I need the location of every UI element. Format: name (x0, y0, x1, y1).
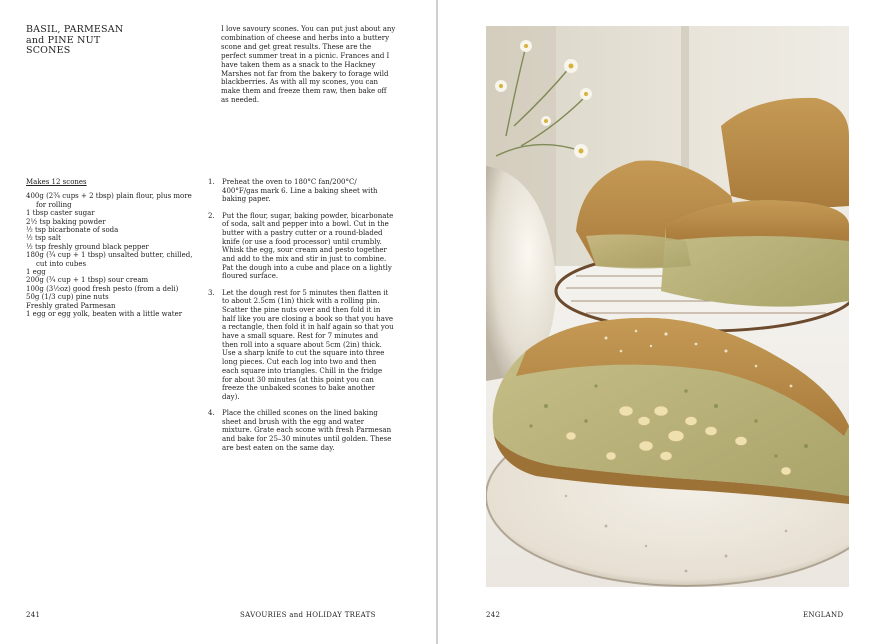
yield-heading: Makes 12 scones (26, 178, 87, 186)
page-number: 242 (486, 611, 501, 619)
title-line: BASIL, PARMESAN (26, 24, 124, 35)
title-line: SCONES (26, 45, 71, 56)
step-number: 1. (208, 178, 215, 186)
title-line: and PINE NUT (26, 34, 101, 46)
ingredient-item: 2½ tsp baking powder (26, 217, 106, 226)
step-number: 3. (208, 288, 215, 297)
running-footer: SAVOURIES and HOLIDAY TREATS (240, 611, 376, 619)
ingredient-item: 180g (¾ cup + 1 tbsp) unsalted butter, chilled, cut into cubes (26, 251, 193, 268)
running-footer: ENGLAND (803, 611, 844, 619)
recipe-title (26, 25, 123, 57)
step-text: Preheat the oven to 180°C fan/200°C/ 400°F/gas mark 6. Line a baking sheet with baking paper. (222, 178, 378, 204)
intro-paragraph: I love savoury scones. You can put just about any combination of cheese and herbs into a buttery scone and get great results. These are the perfect summer treat in a picnic. Frances and I have taken them as a snack to the Hackney Marshes not far from the bakery to forage wild blackberries. As with all my scones, you can make them and freeze them raw, then bake off as needed. (221, 25, 396, 105)
ingredient-item: 1 egg (26, 268, 46, 277)
method-step (208, 289, 394, 402)
step-text: Let the dough rest for 5 minutes then flatten it to about 2.5cm (1in) thick with a rolling pin. Scatter the pine nuts over and then fold it in half like you are closing a book so that you have a rectangle, then fold it in half again so that you have a small square. Rest for 7 minutes and then roll into a square about 5cm (2in) thick. Use a sharp knife to cut the square into three long pieces. Cut each log into two and then each square into triangles. Chill in the fridge for about 30 minutes (at this point you can freeze the unbaked scones to bake another day). (222, 288, 394, 401)
ingredient-item: 400g (2¾ cups + 2 tbsp) plain flour, plus more for rolling (26, 192, 192, 209)
step-text: Place the chilled scones on the lined baking sheet and brush with the egg and water mixture. Grate each scone with fresh Parmesan and bake for 25–30 minutes until golden. These are best eaten on the same day. (222, 409, 392, 452)
ingredient-item: 200g (¾ cup + 1 tbsp) sour cream (26, 276, 149, 285)
left-page (0, 0, 436, 644)
ingredient-item: 1 tbsp caster sugar (26, 209, 95, 218)
method-step (208, 212, 394, 282)
page-number: 241 (26, 611, 41, 619)
ingredient-item: 1 egg or egg yolk, beaten with a little water (26, 310, 183, 319)
step-number: 2. (208, 211, 215, 220)
step-number: 4. (208, 409, 215, 418)
ingredient-item: ½ tsp salt (26, 234, 61, 243)
ingredient-item: 50g (1/3 cup) pine nuts (26, 293, 109, 302)
ingredient-item: Freshly grated Parmesan (26, 301, 116, 310)
ingredient-item: ½ tsp freshly ground black pepper (26, 242, 149, 251)
ingredients-list (26, 178, 196, 319)
ingredient-item: 100g (3½oz) good fresh pesto (from a deli) (26, 284, 179, 293)
method-step (208, 409, 394, 453)
step-text: Put the flour, sugar, baking powder, bicarbonate of soda, salt and pepper into a bowl. Cut in the butter with a pastry cutter or a round-bladed knife (or use a food processor) until crumbly. Whisk the egg, sour cream and pesto together and add to the mix and stir in just to combine. Pat the dough into a cube and place on a lightly floured surface. (222, 211, 394, 281)
ingredient-item: ½ tsp bicarbonate of soda (26, 226, 119, 235)
scone-photo (486, 26, 849, 587)
method-step (208, 178, 394, 204)
method-steps (208, 178, 394, 460)
